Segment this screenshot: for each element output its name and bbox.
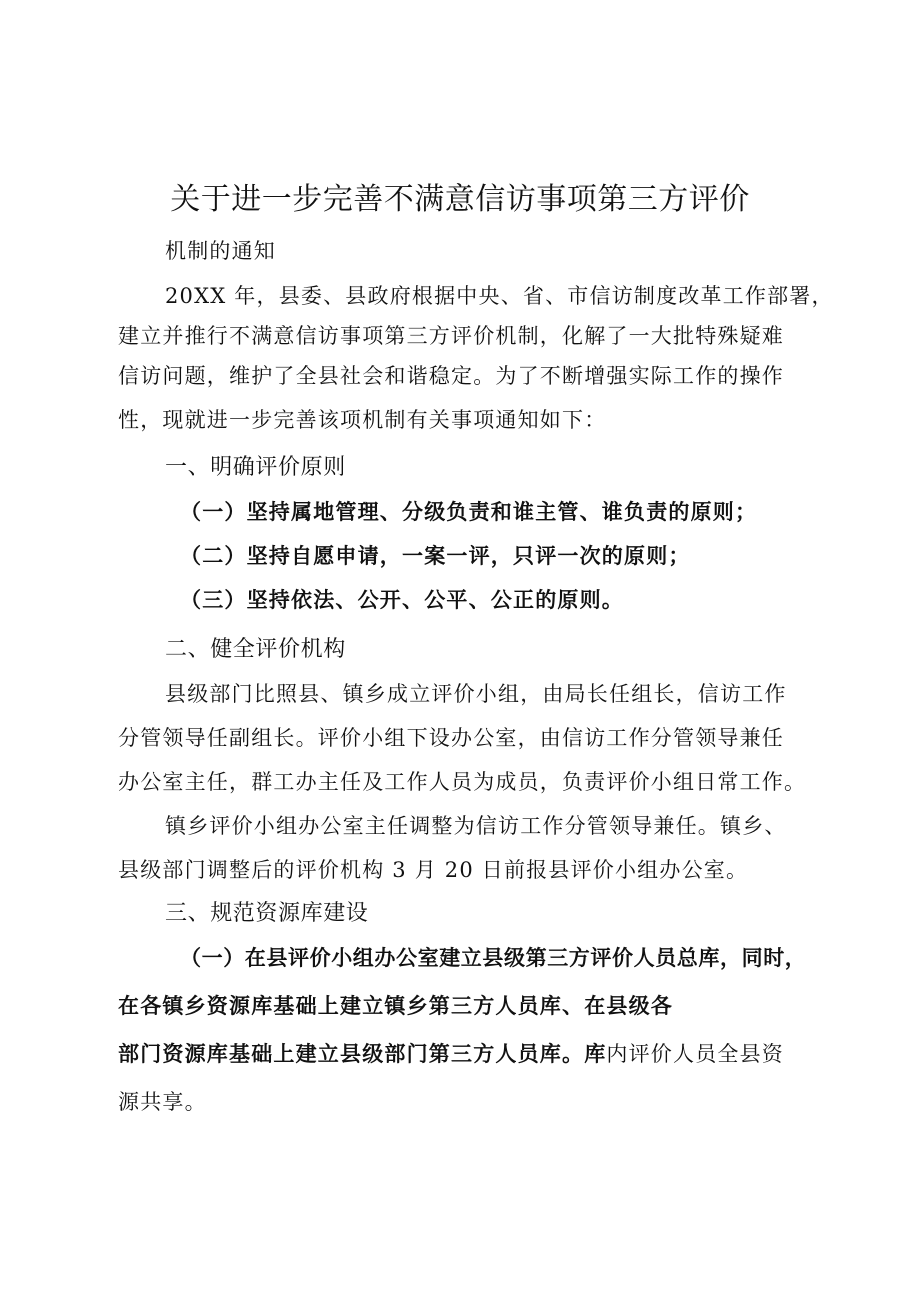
section-3-item-1-line-4: 源共享。	[118, 1090, 207, 1114]
section-3-item-1-line-1: （一）在县评价小组办公室建立县级第三方评价人员总库，同时，	[180, 945, 807, 970]
section-2-para-1-line-2: 分管领导任副组长。评价小组下设办公室，由信访工作分管领导兼任	[118, 726, 784, 750]
document-title: 关于进一步完善不满意信访事项第三方评价	[170, 182, 750, 217]
section-1-item-3: （三）坚持依法、公开、公平、公正的原则。	[180, 587, 624, 612]
intro-line-1: 20XX 年，县委、县政府根据中央、省、市信访制度改革工作部署，	[165, 284, 834, 308]
intro-line-4: 性，现就进一步完善该项机制有关事项通知如下：	[118, 408, 607, 432]
section-1-heading: 一、明确评价原则	[165, 455, 346, 480]
section-2-heading: 二、健全评价机构	[165, 637, 346, 662]
section-1-item-1: （一）坚持属地管理、分级负责和谁主管、谁负责的原则；	[180, 499, 758, 524]
section-2-para-2-line-2: 县级部门调整后的评价机构 3 月 20 日前报县评价小组办公室。	[118, 858, 749, 882]
document-title-continuation: 机制的通知	[165, 239, 276, 263]
section-3-item-1-line-3-bold: 部门资源库基础上建立县级部门第三方人员库。库	[118, 1041, 607, 1066]
section-2-para-2-line-1: 镇乡评价小组办公室主任调整为信访工作分管领导兼任。镇乡、	[165, 814, 787, 838]
intro-line-2: 建立并推行不满意信访事项第三方评价机制，化解了一大批特殊疑难	[118, 324, 784, 348]
section-2-para-1-line-3: 办公室主任，群工办主任及工作人员为成员，负责评价小组日常工作。	[118, 770, 807, 794]
section-3-item-1-line-2: 在各镇乡资源库基础上建立镇乡第三方人员库、在县级各	[118, 993, 673, 1018]
section-3-heading: 三、规范资源库建设	[165, 901, 369, 926]
section-3-item-1-line-3-normal: 内评价人员全县资	[606, 1042, 785, 1066]
section-2-para-1-line-1: 县级部门比照县、镇乡成立评价小组，由局长任组长，信访工作	[165, 682, 787, 706]
section-3-item-1-line-3	[118, 1039, 784, 1069]
section-1-item-2: （二）坚持自愿申请，一案一评，只评一次的原则；	[180, 543, 691, 568]
intro-line-3: 信访问题，维护了全县社会和谐稳定。为了不断增强实际工作的操作	[118, 364, 784, 388]
